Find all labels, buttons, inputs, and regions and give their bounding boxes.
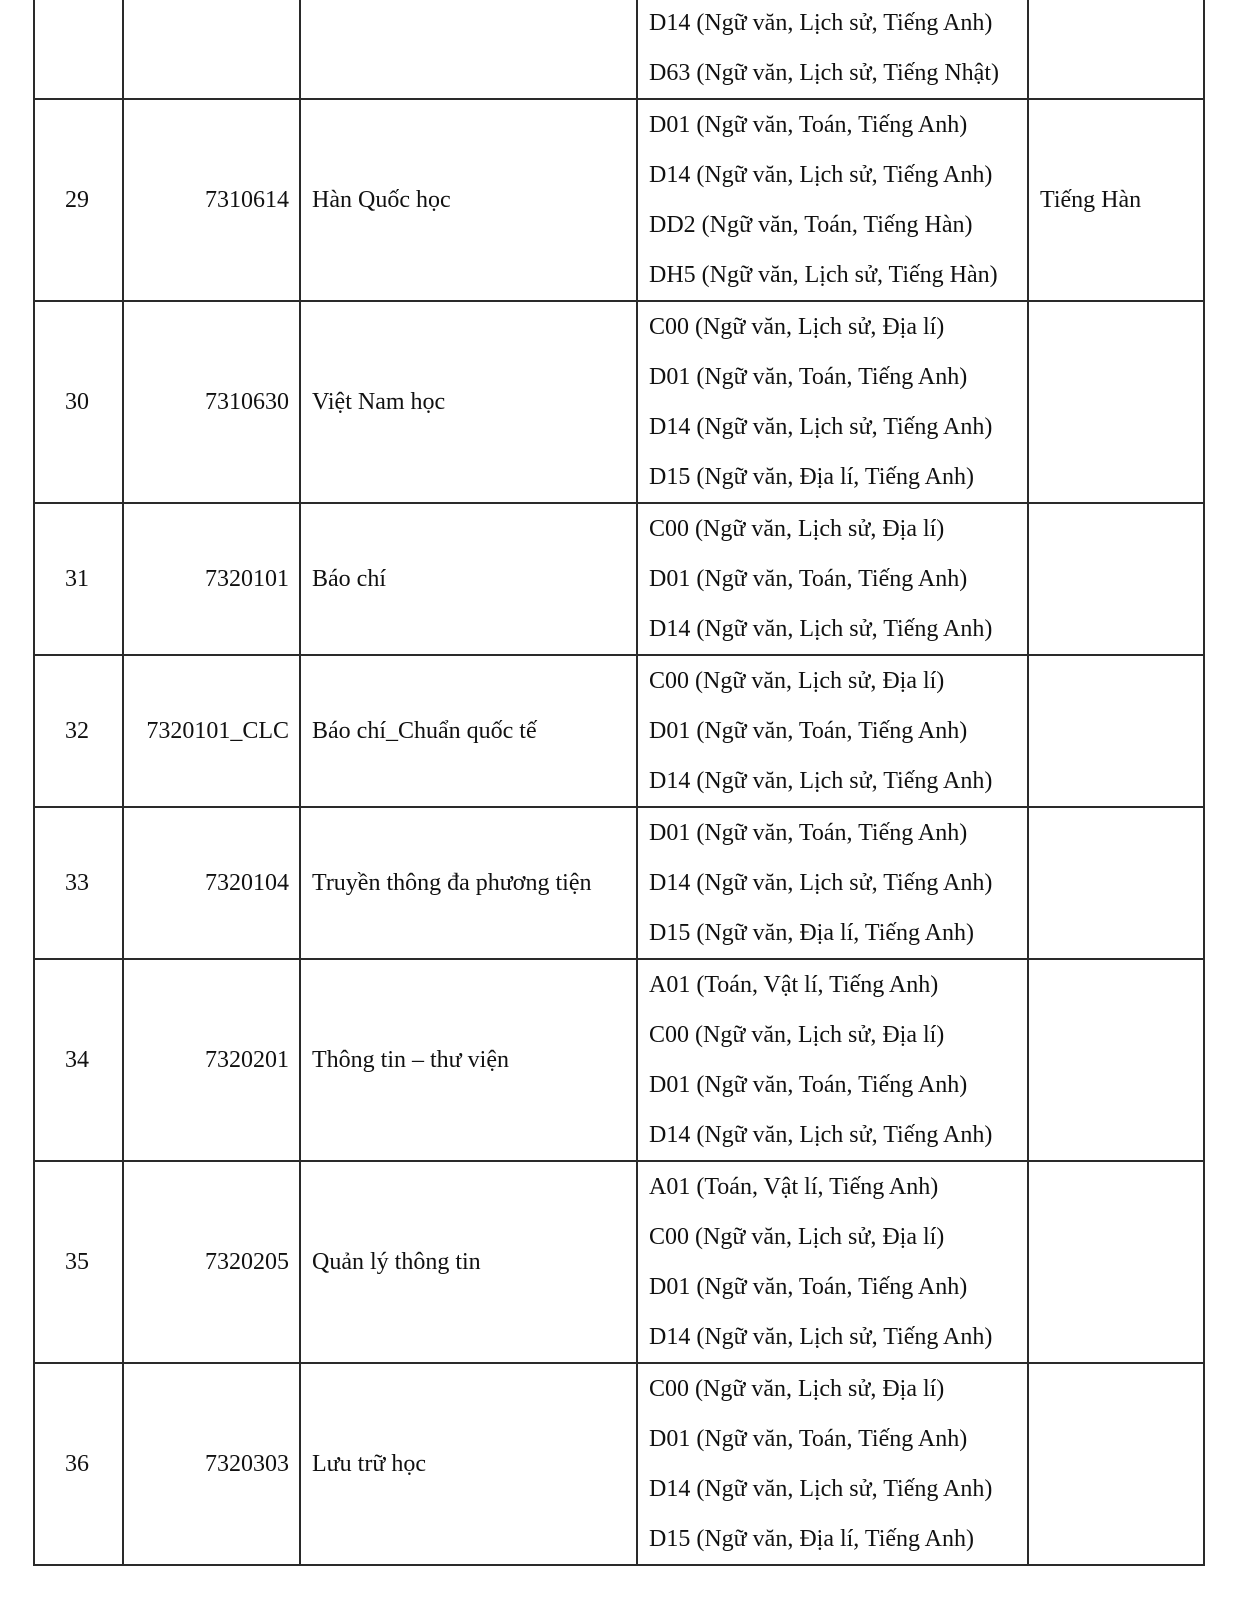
subject-combination: D14 (Ngữ văn, Lịch sử, Tiếng Anh)	[649, 768, 993, 794]
row-number-cell: 33	[34, 807, 123, 959]
note-cell	[1028, 807, 1204, 959]
table-row	[34, 959, 1204, 1161]
subject-combination: D01 (Ngữ văn, Toán, Tiếng Anh)	[649, 718, 968, 744]
table-row	[34, 1363, 1204, 1565]
major-name-cell: Thông tin – thư viện	[300, 959, 637, 1161]
row-number-cell: 30	[34, 301, 123, 503]
major-code-cell: 7320101_CLC	[123, 655, 300, 807]
subject-combinations-cell	[637, 1161, 1028, 1363]
subject-combination: C00 (Ngữ văn, Lịch sử, Địa lí)	[649, 668, 945, 694]
subject-combination: DH5 (Ngữ văn, Lịch sử, Tiếng Hàn)	[649, 262, 998, 288]
subject-combination: D01 (Ngữ văn, Toán, Tiếng Anh)	[649, 364, 968, 390]
subject-combination: D01 (Ngữ văn, Toán, Tiếng Anh)	[649, 1072, 968, 1098]
major-code-cell: 7320101	[123, 503, 300, 655]
subject-combination: C00 (Ngữ văn, Lịch sử, Địa lí)	[649, 1224, 945, 1250]
major-code-cell: 7320205	[123, 1161, 300, 1363]
note-cell: Tiếng Hàn	[1028, 99, 1204, 301]
subject-combination: C00 (Ngữ văn, Lịch sử, Địa lí)	[649, 1376, 945, 1402]
subject-combination: D15 (Ngữ văn, Địa lí, Tiếng Anh)	[649, 464, 975, 490]
subject-combination: C00 (Ngữ văn, Lịch sử, Địa lí)	[649, 314, 945, 340]
major-name-cell: Lưu trữ học	[300, 1363, 637, 1565]
row-number-cell: 36	[34, 1363, 123, 1565]
admission-majors-table	[33, 0, 1205, 1566]
major-name-cell: Việt Nam học	[300, 301, 637, 503]
subject-combination: D15 (Ngữ văn, Địa lí, Tiếng Anh)	[649, 920, 975, 946]
note-cell	[1028, 0, 1204, 99]
subject-combination: D14 (Ngữ văn, Lịch sử, Tiếng Anh)	[649, 1122, 993, 1148]
subject-combination: C00 (Ngữ văn, Lịch sử, Địa lí)	[649, 1022, 945, 1048]
subject-combinations-cell	[637, 807, 1028, 959]
note-cell	[1028, 301, 1204, 503]
subject-combination: C00 (Ngữ văn, Lịch sử, Địa lí)	[649, 516, 945, 542]
subject-combinations-cell	[637, 959, 1028, 1161]
subject-combination: D14 (Ngữ văn, Lịch sử, Tiếng Anh)	[649, 414, 993, 440]
major-code-cell: 7320303	[123, 1363, 300, 1565]
subject-combination: DD2 (Ngữ văn, Toán, Tiếng Hàn)	[649, 212, 973, 238]
subject-combinations-cell	[637, 655, 1028, 807]
subject-combinations-cell	[637, 99, 1028, 301]
table-row	[34, 0, 1204, 99]
subject-combination: D01 (Ngữ văn, Toán, Tiếng Anh)	[649, 566, 968, 592]
note-cell	[1028, 1363, 1204, 1565]
subject-combination: D14 (Ngữ văn, Lịch sử, Tiếng Anh)	[649, 1324, 993, 1350]
subject-combination: D14 (Ngữ văn, Lịch sử, Tiếng Anh)	[649, 870, 993, 896]
major-name-cell: Quản lý thông tin	[300, 1161, 637, 1363]
major-code-cell: 7320201	[123, 959, 300, 1161]
major-name-cell: Báo chí	[300, 503, 637, 655]
major-code-cell: 7310614	[123, 99, 300, 301]
table-row	[34, 1161, 1204, 1363]
note-cell	[1028, 959, 1204, 1161]
major-code-cell: 7310630	[123, 301, 300, 503]
row-number-cell: 29	[34, 99, 123, 301]
row-number-cell: 31	[34, 503, 123, 655]
major-name-cell: Hàn Quốc học	[300, 99, 637, 301]
subject-combination: D14 (Ngữ văn, Lịch sử, Tiếng Anh)	[649, 1476, 993, 1502]
subject-combination: D01 (Ngữ văn, Toán, Tiếng Anh)	[649, 1274, 968, 1300]
subject-combination: D01 (Ngữ văn, Toán, Tiếng Anh)	[649, 1426, 968, 1452]
subject-combination: D01 (Ngữ văn, Toán, Tiếng Anh)	[649, 112, 968, 138]
subject-combination: D01 (Ngữ văn, Toán, Tiếng Anh)	[649, 820, 968, 846]
admission-table-container	[33, 0, 1205, 1566]
table-body	[34, 0, 1204, 1565]
table-row	[34, 503, 1204, 655]
major-name-cell: Truyền thông đa phương tiện	[300, 807, 637, 959]
row-number-cell: 32	[34, 655, 123, 807]
subject-combination: D14 (Ngữ văn, Lịch sử, Tiếng Anh)	[649, 616, 993, 642]
subject-combinations-cell	[637, 301, 1028, 503]
subject-combination: D63 (Ngữ văn, Lịch sử, Tiếng Nhật)	[649, 60, 999, 86]
subject-combination: A01 (Toán, Vật lí, Tiếng Anh)	[649, 972, 939, 998]
subject-combinations-cell	[637, 1363, 1028, 1565]
table-row	[34, 99, 1204, 301]
table-row	[34, 655, 1204, 807]
table-row	[34, 807, 1204, 959]
subject-combination: D15 (Ngữ văn, Địa lí, Tiếng Anh)	[649, 1526, 975, 1552]
major-code-cell	[123, 0, 300, 99]
subject-combinations-cell	[637, 0, 1028, 99]
row-number-cell: 35	[34, 1161, 123, 1363]
major-code-cell: 7320104	[123, 807, 300, 959]
subject-combination: D14 (Ngữ văn, Lịch sử, Tiếng Anh)	[649, 162, 993, 188]
subject-combinations-cell	[637, 503, 1028, 655]
major-name-cell: Báo chí_Chuẩn quốc tế	[300, 655, 637, 807]
note-cell	[1028, 1161, 1204, 1363]
subject-combination: A01 (Toán, Vật lí, Tiếng Anh)	[649, 1174, 939, 1200]
table-row	[34, 301, 1204, 503]
subject-combination: D14 (Ngữ văn, Lịch sử, Tiếng Anh)	[649, 10, 993, 36]
note-cell	[1028, 503, 1204, 655]
row-number-cell	[34, 0, 123, 99]
note-cell	[1028, 655, 1204, 807]
row-number-cell: 34	[34, 959, 123, 1161]
major-name-cell	[300, 0, 637, 99]
